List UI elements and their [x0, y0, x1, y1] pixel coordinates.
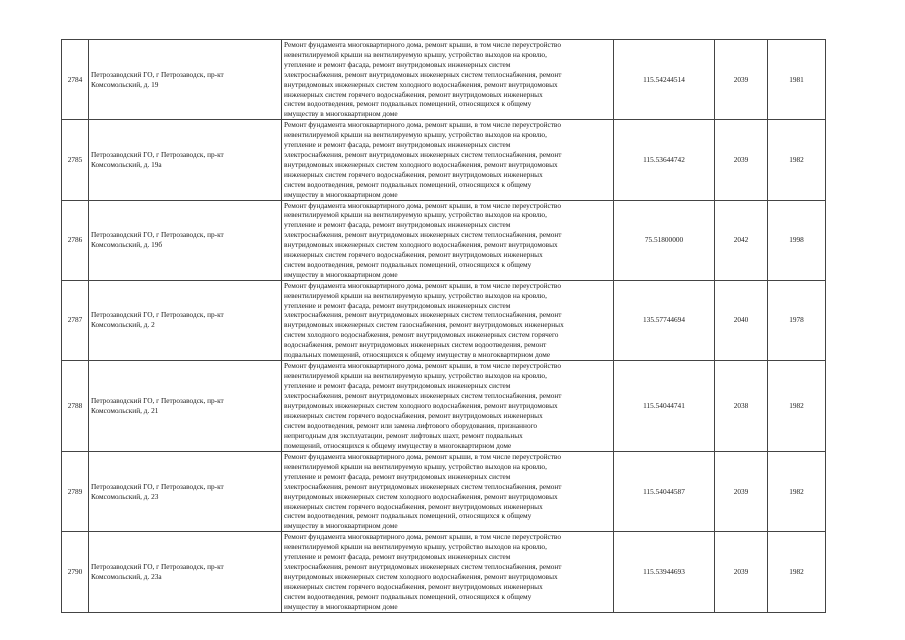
works-line: невентилируемой крыши на вентилируемую крышу, устройство выходов на кровлю, [284, 461, 547, 471]
works-line: систем водоотведения, ремонт подвальных помещений, относящихся к общему [284, 259, 532, 269]
works-line: имуществу в многоквартирном доме [284, 189, 398, 199]
works-line: инженерных систем горячего водоснабжения, ремонт внутридомовых инженерных [284, 250, 543, 260]
works-list-cell [282, 280, 614, 360]
works-list-cell [282, 361, 614, 452]
build-year-cell: 1982 [768, 532, 826, 612]
document-page [61, 39, 825, 613]
works-line: утепление и ремонт фасада, ремонт внутридомовых инженерных систем [284, 300, 511, 310]
address-line: Петрозаводский ГО, г Петрозаводск, пр-кт [91, 481, 224, 491]
cost-cell: 75.51800000 [614, 200, 715, 280]
cost-cell: 115.53944693 [614, 532, 715, 612]
works-line: невентилируемой крыши на вентилируемую крышу, устройство выходов на кровлю, [284, 371, 547, 381]
works-line: систем водоотведения, ремонт подвальных помещений, относящихся к общему [284, 591, 532, 601]
works-line: электроснабжения, ремонт внутридомовых инженерных систем теплоснабжения, ремонт [284, 149, 562, 159]
works-line: электроснабжения, ремонт внутридомовых инженерных систем теплоснабжения, ремонт [284, 391, 562, 401]
works-line: внутридомовых инженерных систем холодного водоснабжения, ремонт внутридомовых [284, 159, 558, 169]
works-line: имуществу в многоквартирном доме [284, 109, 398, 119]
works-line: невентилируемой крыши на вентилируемую крышу, устройство выходов на кровлю, [284, 210, 547, 220]
table-row [62, 361, 826, 452]
build-year-cell: 1978 [768, 280, 826, 360]
works-line: подвальных помещений, относящихся к общему имуществу в многоквартирном доме [284, 350, 551, 360]
works-list-cell [282, 120, 614, 200]
address-cell [89, 280, 282, 360]
cost-cell: 115.53644742 [614, 120, 715, 200]
works-line: внутридомовых инженерных систем холодного водоснабжения, ремонт внутридомовых [284, 401, 558, 411]
cost-cell: 135.57744694 [614, 280, 715, 360]
works-line: утепление и ремонт фасада, ремонт внутридомовых инженерных систем [284, 220, 511, 230]
works-line: утепление и ремонт фасада, ремонт внутридомовых инженерных систем [284, 552, 511, 562]
planned-year-cell: 2039 [715, 452, 768, 532]
row-number-cell: 2784 [62, 40, 89, 120]
works-line: невентилируемой крыши на вентилируемую крышу, устройство выходов на кровлю, [284, 130, 547, 140]
cost-cell: 115.54044587 [614, 452, 715, 532]
works-line: инженерных систем горячего водоснабжения, ремонт внутридомовых инженерных [284, 169, 543, 179]
works-list-cell [282, 532, 614, 612]
build-year-cell: 1982 [768, 120, 826, 200]
address-cell [89, 120, 282, 200]
works-line: электроснабжения, ремонт внутридомовых инженерных систем теплоснабжения, ремонт [284, 561, 562, 571]
table-row [62, 532, 826, 612]
works-line: невентилируемой крыши на вентилируемую крышу, устройство выходов на кровлю, [284, 542, 547, 552]
table-row [62, 280, 826, 360]
address-cell [89, 40, 282, 120]
address-line: Комсомольский, д. 2 [91, 320, 155, 330]
build-year-cell: 1981 [768, 40, 826, 120]
row-number-cell: 2786 [62, 200, 89, 280]
row-number-cell: 2785 [62, 120, 89, 200]
row-number-cell: 2790 [62, 532, 89, 612]
works-line: внутридомовых инженерных систем холодного водоснабжения, ремонт внутридомовых [284, 571, 558, 581]
works-line: утепление и ремонт фасада, ремонт внутридомовых инженерных систем [284, 59, 511, 69]
address-line: Петрозаводский ГО, г Петрозаводск, пр-кт [91, 230, 224, 240]
works-line: невентилируемой крыши на вентилируемую крышу, устройство выходов на кровлю, [284, 49, 547, 59]
works-line: инженерных систем горячего водоснабжения, ремонт внутридомовых инженерных [284, 581, 543, 591]
works-line: Ремонт фундамента многоквартирного дома, ремонт крыши, в том числе переустройство [284, 120, 561, 130]
address-line: Комсомольский, д. 23а [91, 571, 162, 581]
planned-year-cell: 2040 [715, 280, 768, 360]
planned-year-cell: 2039 [715, 120, 768, 200]
address-cell [89, 452, 282, 532]
works-line: Ремонт фундамента многоквартирного дома, ремонт крыши, в том числе переустройство [284, 452, 561, 461]
works-line: электроснабжения, ремонт внутридомовых инженерных систем теплоснабжения, ремонт [284, 481, 562, 491]
address-line: Комсомольский, д. 19б [91, 240, 163, 250]
works-line: утепление и ремонт фасада, ремонт внутридомовых инженерных систем [284, 381, 511, 391]
address-line: Петрозаводский ГО, г Петрозаводск, пр-кт [91, 561, 224, 571]
works-line: систем водоотведения, ремонт подвальных помещений, относящихся к общему [284, 99, 532, 109]
planned-year-cell: 2039 [715, 532, 768, 612]
works-line: Ремонт фундамента многоквартирного дома, ремонт крыши, в том числе переустройство [284, 40, 561, 49]
works-line: инженерных систем горячего водоснабжения, ремонт внутридомовых инженерных [284, 501, 543, 511]
table-row [62, 452, 826, 532]
works-line: непригодным для эксплуатации, ремонт лифтовых шахт, ремонт подвальных [284, 430, 523, 440]
planned-year-cell: 2038 [715, 361, 768, 452]
address-line: Комсомольский, д. 19а [91, 159, 162, 169]
address-line: Комсомольский, д. 21 [91, 406, 159, 415]
works-line: внутридомовых инженерных систем холодного водоснабжения, ремонт внутридомовых [284, 79, 558, 89]
table-row [62, 200, 826, 280]
table-row [62, 120, 826, 200]
works-line: имуществу в многоквартирном доме [284, 521, 398, 531]
build-year-cell: 1998 [768, 200, 826, 280]
works-line: электроснабжения, ремонт внутридомовых инженерных систем теплоснабжения, ремонт [284, 310, 562, 320]
row-number-cell: 2787 [62, 280, 89, 360]
works-list-cell [282, 452, 614, 532]
address-line: Петрозаводский ГО, г Петрозаводск, пр-кт [91, 310, 224, 320]
works-line: внутридомовых инженерных систем холодного водоснабжения, ремонт внутридомовых [284, 240, 558, 250]
address-cell [89, 200, 282, 280]
works-line: инженерных систем горячего водоснабжения, ремонт внутридомовых инженерных [284, 89, 543, 99]
works-line: водоснабжения, ремонт внутридомовых инженерных систем водоотведения, ремонт [284, 340, 547, 350]
works-line: инженерных систем горячего водоснабжения, ремонт внутридомовых инженерных [284, 410, 543, 420]
works-line: Ремонт фундамента многоквартирного дома, ремонт крыши, в том числе переустройство [284, 532, 561, 542]
repair-program-table [61, 39, 826, 613]
works-list-cell [282, 200, 614, 280]
works-line: имуществу в многоквартирном доме [284, 601, 398, 611]
cost-cell: 115.54244514 [614, 40, 715, 120]
row-number-cell: 2789 [62, 452, 89, 532]
cost-cell: 115.54044741 [614, 361, 715, 452]
build-year-cell: 1982 [768, 361, 826, 452]
works-line: электроснабжения, ремонт внутридомовых инженерных систем теплоснабжения, ремонт [284, 230, 562, 240]
address-line: Комсомольский, д. 19 [91, 79, 159, 89]
works-line: электроснабжения, ремонт внутридомовых инженерных систем теплоснабжения, ремонт [284, 69, 562, 79]
table-row [62, 40, 826, 120]
row-number-cell: 2788 [62, 361, 89, 452]
works-line: утепление и ремонт фасада, ремонт внутридомовых инженерных систем [284, 471, 511, 481]
works-line: внутридомовых инженерных систем холодного водоснабжения, ремонт внутридомовых [284, 491, 558, 501]
works-line: систем водоотведения, ремонт или замена лифтового оборудования, признанного [284, 420, 538, 430]
works-line: систем водоотведения, ремонт подвальных помещений, относящихся к общему [284, 179, 532, 189]
table-body [62, 40, 826, 613]
works-line: Ремонт фундамента многоквартирного дома, ремонт крыши, в том числе переустройство [284, 280, 561, 290]
planned-year-cell: 2042 [715, 200, 768, 280]
address-line: Петрозаводский ГО, г Петрозаводск, пр-кт [91, 396, 224, 406]
works-line: помещений, относящихся к общему имуществу в многоквартирном доме [284, 440, 512, 450]
works-line: систем водоотведения, ремонт подвальных помещений, относящихся к общему [284, 511, 532, 521]
works-line: систем холодного водоснабжения, ремонт внутридомовых инженерных систем горячего [284, 330, 559, 340]
build-year-cell: 1982 [768, 452, 826, 532]
works-line: имуществу в многоквартирном доме [284, 269, 398, 279]
address-line: Петрозаводский ГО, г Петрозаводск, пр-кт [91, 149, 224, 159]
works-line: внутридомовых инженерных систем газоснабжения, ремонт внутридомовых инженерных [284, 320, 564, 330]
address-cell [89, 361, 282, 452]
works-line: Ремонт фундамента многоквартирного дома, ремонт крыши, в том числе переустройство [284, 361, 561, 371]
planned-year-cell: 2039 [715, 40, 768, 120]
works-line: утепление и ремонт фасада, ремонт внутридомовых инженерных систем [284, 140, 511, 150]
address-line: Петрозаводский ГО, г Петрозаводск, пр-кт [91, 69, 224, 79]
address-line: Комсомольский, д. 23 [91, 491, 159, 501]
works-line: Ремонт фундамента многоквартирного дома, ремонт крыши, в том числе переустройство [284, 200, 561, 210]
works-list-cell [282, 40, 614, 120]
address-cell [89, 532, 282, 612]
works-line: невентилируемой крыши на вентилируемую крышу, устройство выходов на кровлю, [284, 290, 547, 300]
